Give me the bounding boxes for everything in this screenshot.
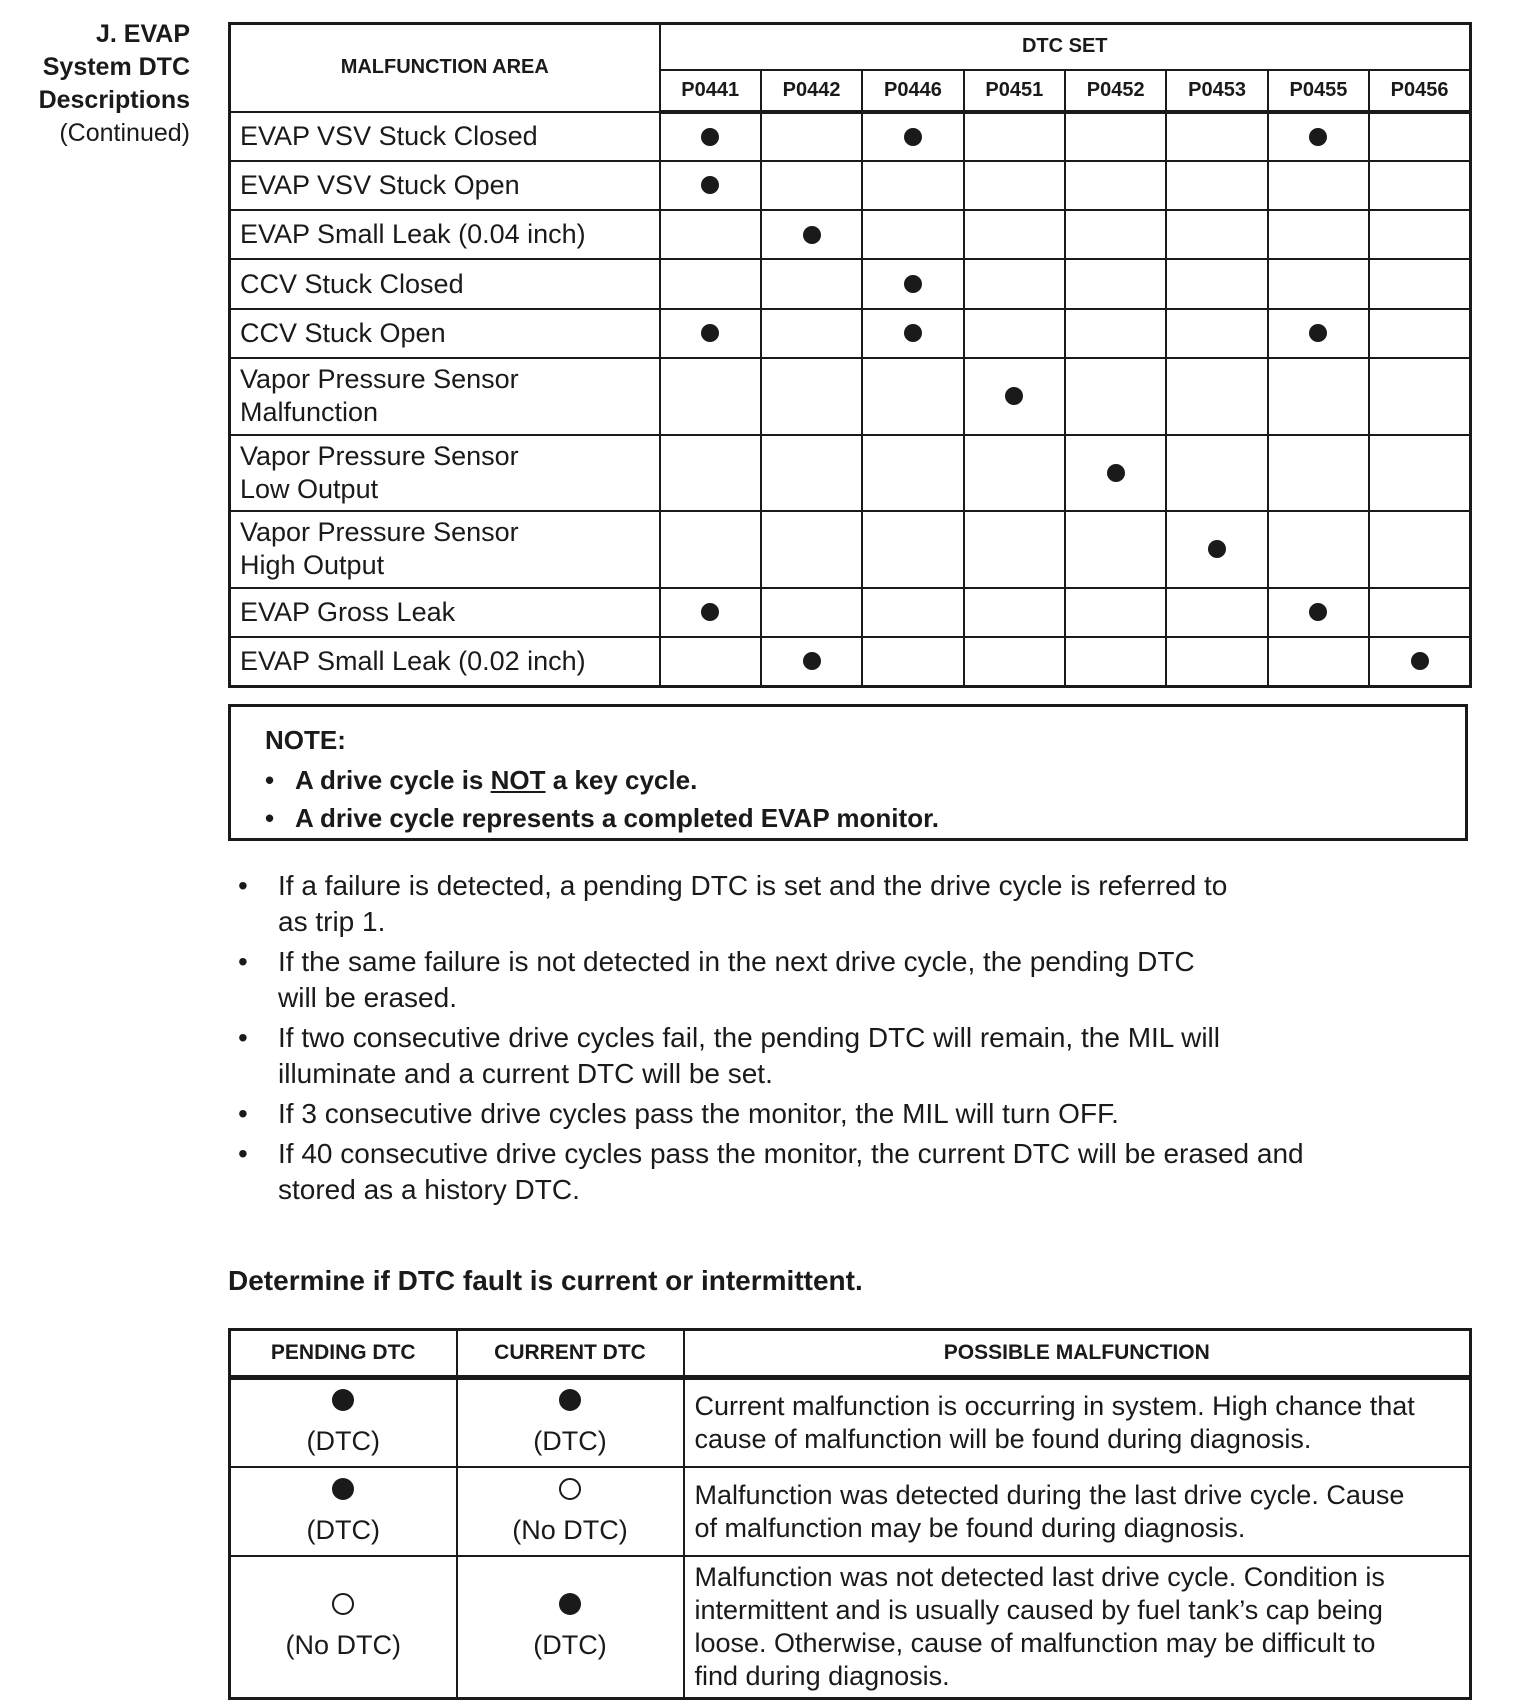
list-item	[238, 1136, 1438, 1208]
filled-circle-icon	[803, 226, 821, 244]
dtc-mark-cell	[1369, 588, 1470, 637]
possible-malfunction-line: cause of malfunction will be found during diagnosis.	[694, 1423, 1312, 1454]
dtc-mark-cell	[660, 435, 761, 512]
dtc-mark-cell	[1065, 511, 1166, 588]
malfunction-area-line: EVAP Small Leak (0.04 inch)	[240, 219, 586, 250]
section-subtitle: (Continued)	[59, 119, 190, 147]
dtc-mark-cell	[1065, 112, 1166, 161]
list-item-line: will be erased.	[278, 982, 457, 1013]
malfunction-area-line: CCV Stuck Closed	[240, 268, 464, 299]
dtc-mark-cell	[862, 161, 963, 210]
dtc-mark-cell	[1369, 358, 1470, 435]
dtc-mark-cell	[1268, 161, 1369, 210]
dtc-mark-cell	[660, 588, 761, 637]
malfunction-area-header: MALFUNCTION AREA	[230, 24, 660, 112]
dtc-mark-cell	[1268, 358, 1369, 435]
dtc-mark-cell	[1065, 210, 1166, 259]
current-dtc-label: (DTC)	[533, 1425, 607, 1456]
list-item-line: If 40 consecutive drive cycles pass the monitor, the current DTC will be erased and	[278, 1138, 1304, 1169]
filled-circle-icon	[1005, 387, 1023, 405]
current-dtc-cell	[457, 1467, 684, 1556]
pending-dtc-cell	[230, 1556, 457, 1698]
section-title-line2: System DTC	[42, 53, 190, 81]
dtc-mark-cell	[1369, 511, 1470, 588]
dtc-mark-cell	[862, 588, 963, 637]
filled-circle-icon	[701, 176, 719, 194]
table-row	[230, 435, 1471, 512]
note-item1-emphasis: NOT	[490, 765, 546, 795]
pending-dtc-header: PENDING DTC	[230, 1330, 457, 1378]
section-title-line1: J. EVAP	[95, 20, 190, 48]
dtc-mark-cell	[1369, 259, 1470, 308]
empty-circle-icon	[559, 1478, 581, 1500]
malfunction-area-line: CCV Stuck Open	[240, 317, 446, 348]
malfunction-area-cell	[230, 435, 660, 512]
dtc-mark-cell	[964, 435, 1065, 512]
pending-dtc-cell	[230, 1378, 457, 1467]
bullet-icon: •	[265, 765, 275, 795]
table-row	[230, 1467, 1471, 1556]
malfunction-area-line: Vapor Pressure Sensor	[240, 440, 519, 471]
dtc-mark-cell	[1268, 637, 1369, 686]
malfunction-area-line: High Output	[240, 550, 385, 581]
malfunction-area-line: EVAP VSV Stuck Closed	[240, 120, 538, 151]
filled-circle-icon	[701, 324, 719, 342]
dtc-mark-cell	[862, 435, 963, 512]
note-item	[265, 799, 1465, 837]
section-title-line3: Descriptions	[38, 86, 190, 114]
filled-circle-icon	[1107, 464, 1125, 482]
dtc-mark-cell	[761, 358, 862, 435]
filled-circle-icon	[559, 1593, 581, 1615]
malfunction-area-line: EVAP VSV Stuck Open	[240, 169, 520, 200]
dtc-mark-cell	[1369, 435, 1470, 512]
list-item-line: illuminate and a current DTC will be set.	[278, 1058, 773, 1089]
list-item-line: as trip 1.	[278, 906, 386, 937]
current-dtc-header: CURRENT DTC	[457, 1330, 684, 1378]
dtc-mark-cell	[964, 309, 1065, 358]
pending-dtc-label: (No DTC)	[285, 1630, 401, 1661]
filled-circle-icon	[1208, 540, 1226, 558]
possible-malfunction-line: Current malfunction is occurring in system. High chance that	[694, 1390, 1415, 1421]
dtc-mark-cell	[1166, 435, 1267, 512]
dtc-code-header: P0452	[1065, 70, 1166, 112]
table-row	[230, 112, 1471, 161]
note-title: NOTE:	[265, 725, 346, 755]
dtc-mark-cell	[1166, 637, 1267, 686]
bullet-icon: •	[238, 870, 248, 901]
table-row	[230, 511, 1471, 588]
dtc-mark-cell	[964, 210, 1065, 259]
table-row	[230, 259, 1471, 308]
dtc-mark-cell	[1166, 161, 1267, 210]
filled-circle-icon	[1411, 652, 1429, 670]
note-item2-text: A drive cycle represents a completed EVAP monitor.	[295, 803, 939, 833]
dtc-mark-cell	[964, 637, 1065, 686]
dtc-code-header: P0456	[1369, 70, 1470, 112]
table-row	[230, 1378, 1471, 1467]
dtc-mark-cell	[862, 358, 963, 435]
dtc-mark-cell	[761, 112, 862, 161]
dtc-code-header: P0446	[862, 70, 963, 112]
list-item-line: If the same failure is not detected in the next drive cycle, the pending DTC	[278, 946, 1195, 977]
bullet-icon: •	[238, 1022, 248, 1053]
possible-malfunction-header: POSSIBLE MALFUNCTION	[684, 1330, 1471, 1378]
pending-dtc-cell	[230, 1467, 457, 1556]
dtc-mark-cell	[1369, 637, 1470, 686]
malfunction-area-cell	[230, 309, 660, 358]
dtc-mark-cell	[1369, 309, 1470, 358]
dtc-mark-cell	[964, 358, 1065, 435]
dtc-mark-cell	[1166, 112, 1267, 161]
dtc-mark-cell	[1065, 161, 1166, 210]
filled-circle-icon	[904, 324, 922, 342]
dtc-mark-cell	[761, 161, 862, 210]
current-dtc-cell	[457, 1556, 684, 1698]
dtc-mark-cell	[1166, 309, 1267, 358]
dtc-mark-cell	[964, 112, 1065, 161]
possible-malfunction-line: Malfunction was detected during the last drive cycle. Cause	[694, 1479, 1405, 1510]
list-item-line: If 3 consecutive drive cycles pass the monitor, the MIL will turn OFF.	[278, 1098, 1119, 1129]
dtc-mark-cell	[1065, 588, 1166, 637]
dtc-mark-cell	[761, 210, 862, 259]
pending-dtc-label: (DTC)	[306, 1425, 380, 1456]
dtc-mark-cell	[1065, 309, 1166, 358]
malfunction-area-cell	[230, 210, 660, 259]
bullet-icon: •	[265, 803, 275, 833]
dtc-mark-cell	[1065, 435, 1166, 512]
rules-list	[238, 868, 1438, 1212]
table-row	[230, 588, 1471, 637]
filled-circle-icon	[701, 603, 719, 621]
dtc-mark-cell	[862, 112, 963, 161]
dtc-mark-cell	[1065, 637, 1166, 686]
dtc-mark-cell	[1268, 435, 1369, 512]
malfunction-area-cell	[230, 637, 660, 686]
section-heading: Determine if DTC fault is current or intermittent.	[228, 1265, 863, 1296]
dtc-mark-cell	[660, 358, 761, 435]
dtc-mark-cell	[1065, 358, 1166, 435]
table-row	[230, 358, 1471, 435]
possible-malfunction-table	[228, 1328, 1472, 1700]
malfunction-area-cell	[230, 588, 660, 637]
list-item-line: If a failure is detected, a pending DTC is set and the drive cycle is referred to	[278, 870, 1228, 901]
list-item	[238, 1096, 1438, 1132]
empty-circle-icon	[332, 1593, 354, 1615]
filled-circle-icon	[332, 1389, 354, 1411]
dtc-mark-cell	[1166, 259, 1267, 308]
dtc-malfunction-table	[228, 22, 1472, 688]
dtc-mark-cell	[862, 511, 963, 588]
dtc-mark-cell	[660, 637, 761, 686]
section-label	[0, 18, 190, 150]
dtc-code-header: P0453	[1166, 70, 1267, 112]
note-item1-pre: A drive cycle is	[295, 765, 491, 795]
dtc-mark-cell	[964, 511, 1065, 588]
malfunction-area-cell	[230, 259, 660, 308]
dtc-code-header: P0442	[761, 70, 862, 112]
filled-circle-icon	[1309, 128, 1327, 146]
dtc-mark-cell	[660, 309, 761, 358]
table-row	[230, 637, 1471, 686]
possible-malfunction-line: intermittent and is usually caused by fuel tank’s cap being	[694, 1595, 1383, 1626]
dtc-mark-cell	[862, 259, 963, 308]
filled-circle-icon	[559, 1389, 581, 1411]
dtc-mark-cell	[1268, 309, 1369, 358]
dtc-mark-cell	[1166, 588, 1267, 637]
dtc-mark-cell	[1268, 112, 1369, 161]
dtc-mark-cell	[660, 112, 761, 161]
current-dtc-label: (No DTC)	[512, 1514, 628, 1545]
malfunction-area-cell	[230, 358, 660, 435]
possible-malfunction-line: find during diagnosis.	[694, 1661, 950, 1692]
dtc-mark-cell	[964, 588, 1065, 637]
table-row	[230, 1556, 1471, 1698]
current-dtc-label: (DTC)	[533, 1630, 607, 1661]
dtc-mark-cell	[1268, 588, 1369, 637]
dtc-mark-cell	[761, 511, 862, 588]
filled-circle-icon	[904, 128, 922, 146]
possible-malfunction-cell	[684, 1556, 1471, 1698]
malfunction-area-line: Low Output	[240, 473, 379, 504]
malfunction-area-line: EVAP Small Leak (0.02 inch)	[240, 646, 586, 677]
malfunction-area-line: Vapor Pressure Sensor	[240, 364, 519, 395]
dtc-mark-cell	[862, 210, 963, 259]
dtc-code-header: P0451	[964, 70, 1065, 112]
dtc-mark-cell	[1268, 511, 1369, 588]
dtc-mark-cell	[660, 210, 761, 259]
dtc-mark-cell	[1369, 112, 1470, 161]
filled-circle-icon	[1309, 603, 1327, 621]
dtc-mark-cell	[660, 259, 761, 308]
possible-malfunction-line: Malfunction was not detected last drive cycle. Condition is	[694, 1562, 1385, 1593]
malfunction-area-cell	[230, 161, 660, 210]
malfunction-area-line: Malfunction	[240, 397, 379, 428]
dtc-mark-cell	[660, 511, 761, 588]
possible-malfunction-cell	[684, 1378, 1471, 1467]
table-row	[230, 210, 1471, 259]
dtc-mark-cell	[761, 435, 862, 512]
malfunction-area-cell	[230, 511, 660, 588]
dtc-mark-cell	[964, 161, 1065, 210]
dtc-mark-cell	[761, 588, 862, 637]
malfunction-area-line: EVAP Gross Leak	[240, 596, 456, 627]
dtc-mark-cell	[660, 161, 761, 210]
dtc-mark-cell	[1166, 511, 1267, 588]
malfunction-area-line: Vapor Pressure Sensor	[240, 517, 519, 548]
bullet-icon: •	[238, 946, 248, 977]
bullet-icon: •	[238, 1138, 248, 1169]
dtc-mark-cell	[761, 259, 862, 308]
dtc-mark-cell	[761, 637, 862, 686]
malfunction-area-cell	[230, 112, 660, 161]
dtc-mark-cell	[1166, 210, 1267, 259]
bullet-icon: •	[238, 1098, 248, 1129]
dtc-code-header: P0455	[1268, 70, 1369, 112]
note-item1-post: a key cycle.	[545, 765, 698, 795]
dtc-mark-cell	[862, 637, 963, 686]
table-row	[230, 161, 1471, 210]
filled-circle-icon	[332, 1478, 354, 1500]
list-item-line: If two consecutive drive cycles fail, the pending DTC will remain, the MIL will	[278, 1022, 1220, 1053]
pending-dtc-label: (DTC)	[306, 1514, 380, 1545]
list-item	[238, 1020, 1438, 1092]
list-item	[238, 944, 1438, 1016]
note-box	[228, 704, 1468, 841]
dtc-mark-cell	[964, 259, 1065, 308]
dtc-set-header: DTC SET	[660, 24, 1471, 70]
current-dtc-cell	[457, 1378, 684, 1467]
dtc-mark-cell	[1369, 161, 1470, 210]
dtc-mark-cell	[1166, 358, 1267, 435]
possible-malfunction-cell	[684, 1467, 1471, 1556]
dtc-code-header: P0441	[660, 70, 761, 112]
filled-circle-icon	[803, 652, 821, 670]
dtc-mark-cell	[1369, 210, 1470, 259]
filled-circle-icon	[904, 275, 922, 293]
table-row	[230, 309, 1471, 358]
filled-circle-icon	[701, 128, 719, 146]
possible-malfunction-line: loose. Otherwise, cause of malfunction may be difficult to	[694, 1628, 1376, 1659]
filled-circle-icon	[1309, 324, 1327, 342]
dtc-mark-cell	[1065, 259, 1166, 308]
note-item	[265, 761, 1465, 799]
possible-malfunction-line: of malfunction may be found during diagnosis.	[694, 1512, 1246, 1543]
dtc-mark-cell	[761, 309, 862, 358]
dtc-mark-cell	[1268, 259, 1369, 308]
list-item-line: stored as a history DTC.	[278, 1174, 580, 1205]
dtc-mark-cell	[1268, 210, 1369, 259]
dtc-mark-cell	[862, 309, 963, 358]
list-item	[238, 868, 1438, 940]
